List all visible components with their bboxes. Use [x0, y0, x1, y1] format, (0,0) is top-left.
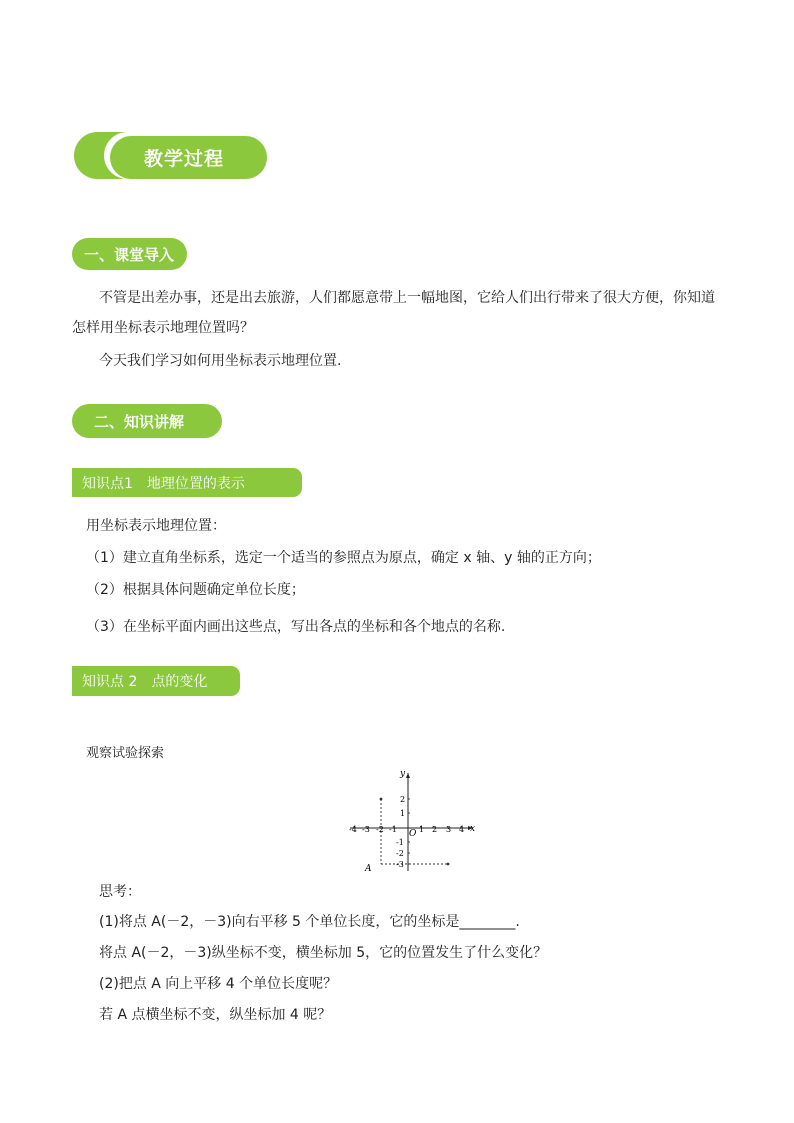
question-2: (2)把点 A 向上平移 4 个单位长度呢？: [99, 976, 338, 992]
knowledge-point-2-text: 知识点 2 点的变化: [82, 674, 208, 690]
question-1b: 将点 A(－2，－3)纵坐标不变，横坐标加 5，它的位置发生了什么变化？: [99, 945, 548, 961]
section1-heading-text: 一、课堂导入: [84, 245, 175, 264]
question-2b: 若 A 点横坐标不变，纵坐标加 4 呢？: [99, 1007, 332, 1023]
section1-heading: [72, 238, 187, 270]
y-tick-labels: [396, 795, 405, 869]
point-marker-top: [380, 798, 383, 801]
think-label: 思考：: [99, 884, 141, 900]
x-tick-label: 4: [459, 825, 465, 834]
x-axis-label: x: [470, 824, 476, 834]
section1-paragraph2: 今天我们学习如何用坐标表示地理位置.: [99, 353, 342, 369]
kp1-step-2: （2）根据具体问题确定单位长度；: [86, 582, 305, 598]
x-tick-label: -4: [349, 825, 357, 834]
knowledge-point-1-text: 知识点1 地理位置的表示: [82, 475, 245, 492]
x-tick-labels: [349, 825, 464, 834]
y-tick-label: -1: [396, 838, 404, 847]
y-tick-label: 2: [400, 795, 406, 804]
y-tick-label: -3: [396, 860, 404, 869]
explore-label: 观察试验探索: [86, 746, 165, 761]
origin-label: O: [409, 829, 417, 839]
kp1-step-3: （3）在坐标平面内画出这些点，写出各点的坐标和各个地点的名称.: [86, 619, 506, 635]
kp1-step-1: （1）建立直角坐标系，选定一个适当的参照点为原点，确定 x 轴、y 轴的正方向；: [86, 550, 601, 566]
x-tick-label: -3: [362, 825, 370, 834]
x-tick-label: 3: [446, 825, 452, 834]
point-marker-right: [447, 863, 450, 866]
section2-heading-text: 二、知识讲解: [94, 412, 185, 431]
x-tick-label: -2: [376, 825, 384, 834]
title-banner-text: 教学过程: [144, 148, 225, 170]
knowledge-point-1-label: [72, 468, 302, 497]
knowledge-point-2-label: [72, 666, 240, 696]
section1-paragraph-line2: 怎样用坐标表示地理位置吗？: [72, 320, 254, 336]
y-tick-label: -2: [396, 849, 404, 858]
y-axis-label: y: [400, 769, 406, 779]
coordinate-graph: [340, 765, 480, 875]
point-a-label: A: [365, 864, 372, 874]
title-banner: [110, 136, 267, 179]
section1-paragraph-line1: 不管是出差办事，还是出去旅游，人们都愿意带上一幅地图，它给人们出行带来了很大方便，你知道: [99, 290, 715, 306]
x-tick-label: 1: [419, 825, 425, 834]
kp1-intro: 用坐标表示地理位置：: [86, 518, 226, 534]
x-tick-label: -1: [389, 825, 397, 834]
y-axis-arrow: [406, 773, 410, 778]
section2-heading: [72, 404, 222, 438]
question-1: (1)将点 A(－2，－3)向右平移 5 个单位长度，它的坐标是________.: [99, 914, 520, 930]
y-tick-label: 1: [400, 809, 406, 818]
x-tick-label: 2: [432, 825, 438, 834]
